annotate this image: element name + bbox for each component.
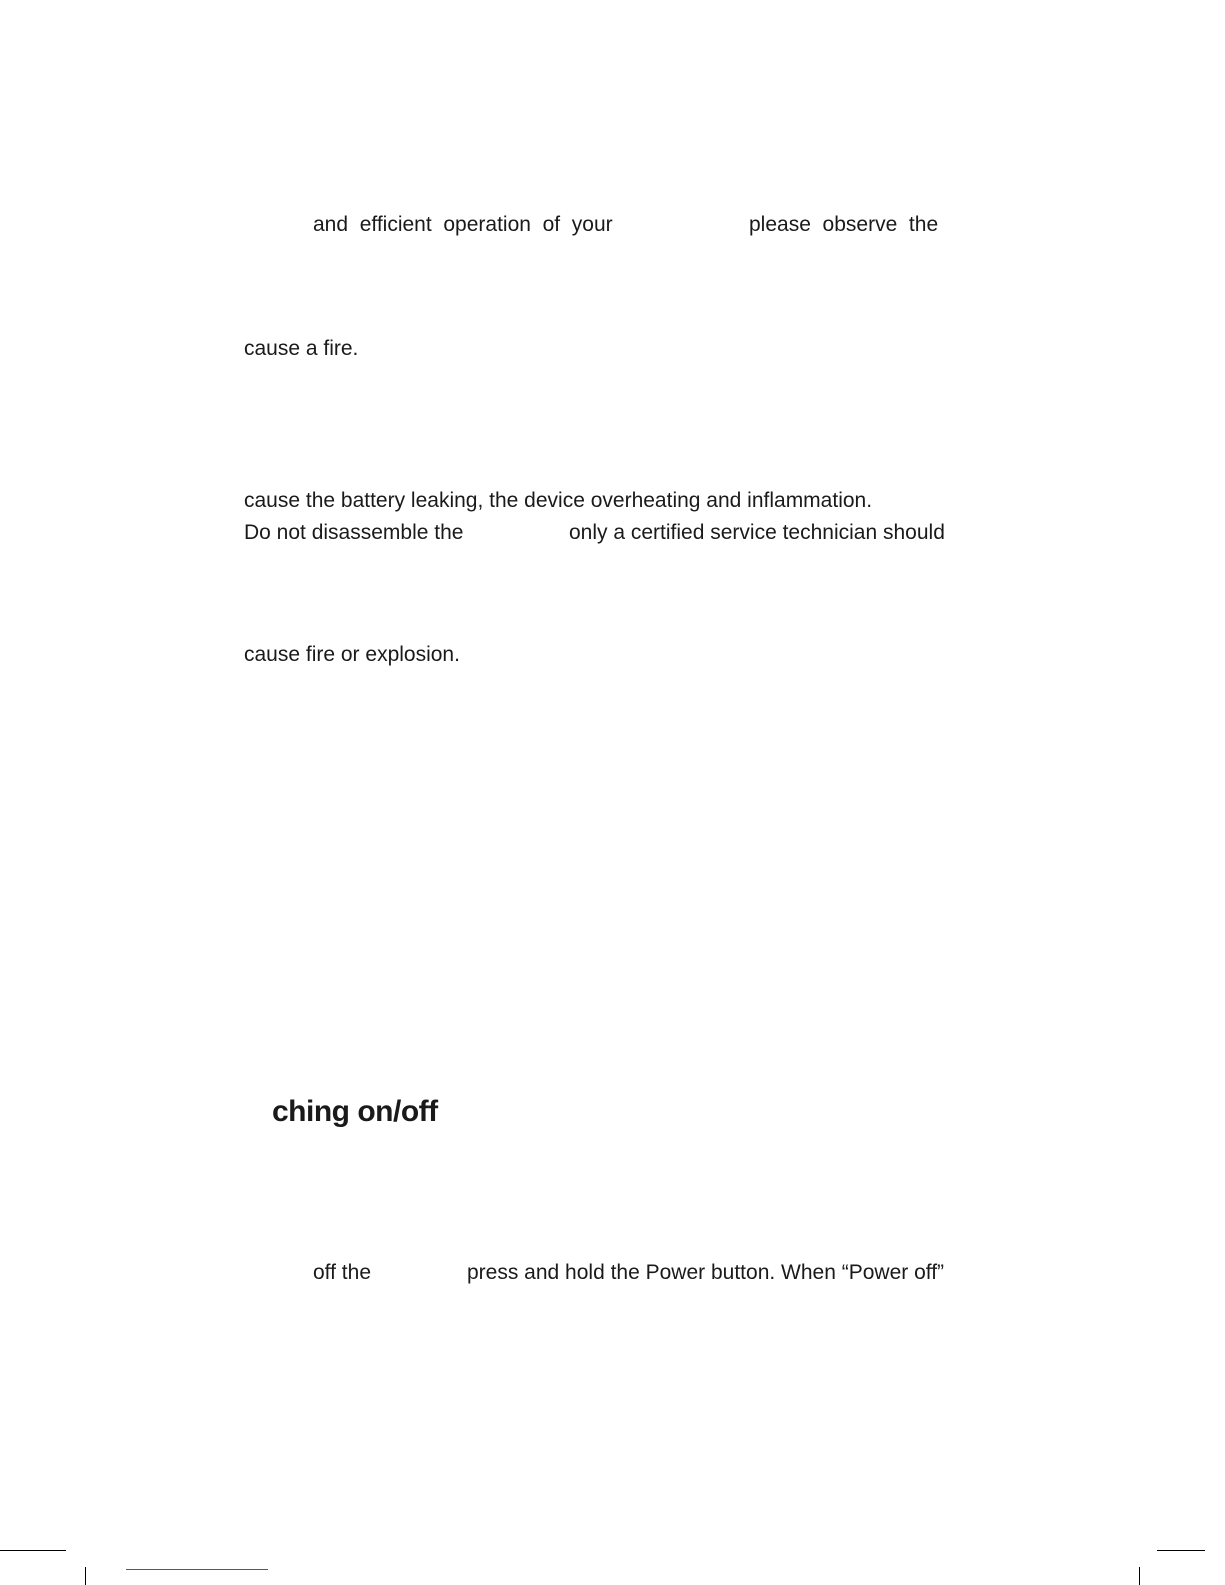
text-line-do-not-disassemble: Do not disassemble the [244,521,464,544]
crop-mark-bottom-right-vertical [1139,1567,1140,1585]
text-line-cause-fire: cause a fire. [244,337,359,360]
section-heading: ching on/off [272,1095,438,1128]
text-line-fire-explosion: cause fire or explosion. [244,643,460,666]
crop-mark-bottom-left-horizontal [0,1550,66,1551]
crop-mark-bottom-right-horizontal [1157,1550,1205,1551]
text-line-battery-leaking: cause the battery leaking, the device overheating and inflammation. [244,489,873,512]
text-line-observe: please observe the [749,213,939,236]
link-underline [126,1569,268,1570]
text-line-power-button: press and hold the Power button. When “Power off” [467,1261,945,1284]
crop-mark-bottom-left-vertical [85,1567,86,1585]
text-line-operation: and efficient operation of your [313,213,613,236]
text-line-certified-technician: only a certified service technician should [569,521,945,544]
text-line-off-the: off the [313,1261,371,1284]
